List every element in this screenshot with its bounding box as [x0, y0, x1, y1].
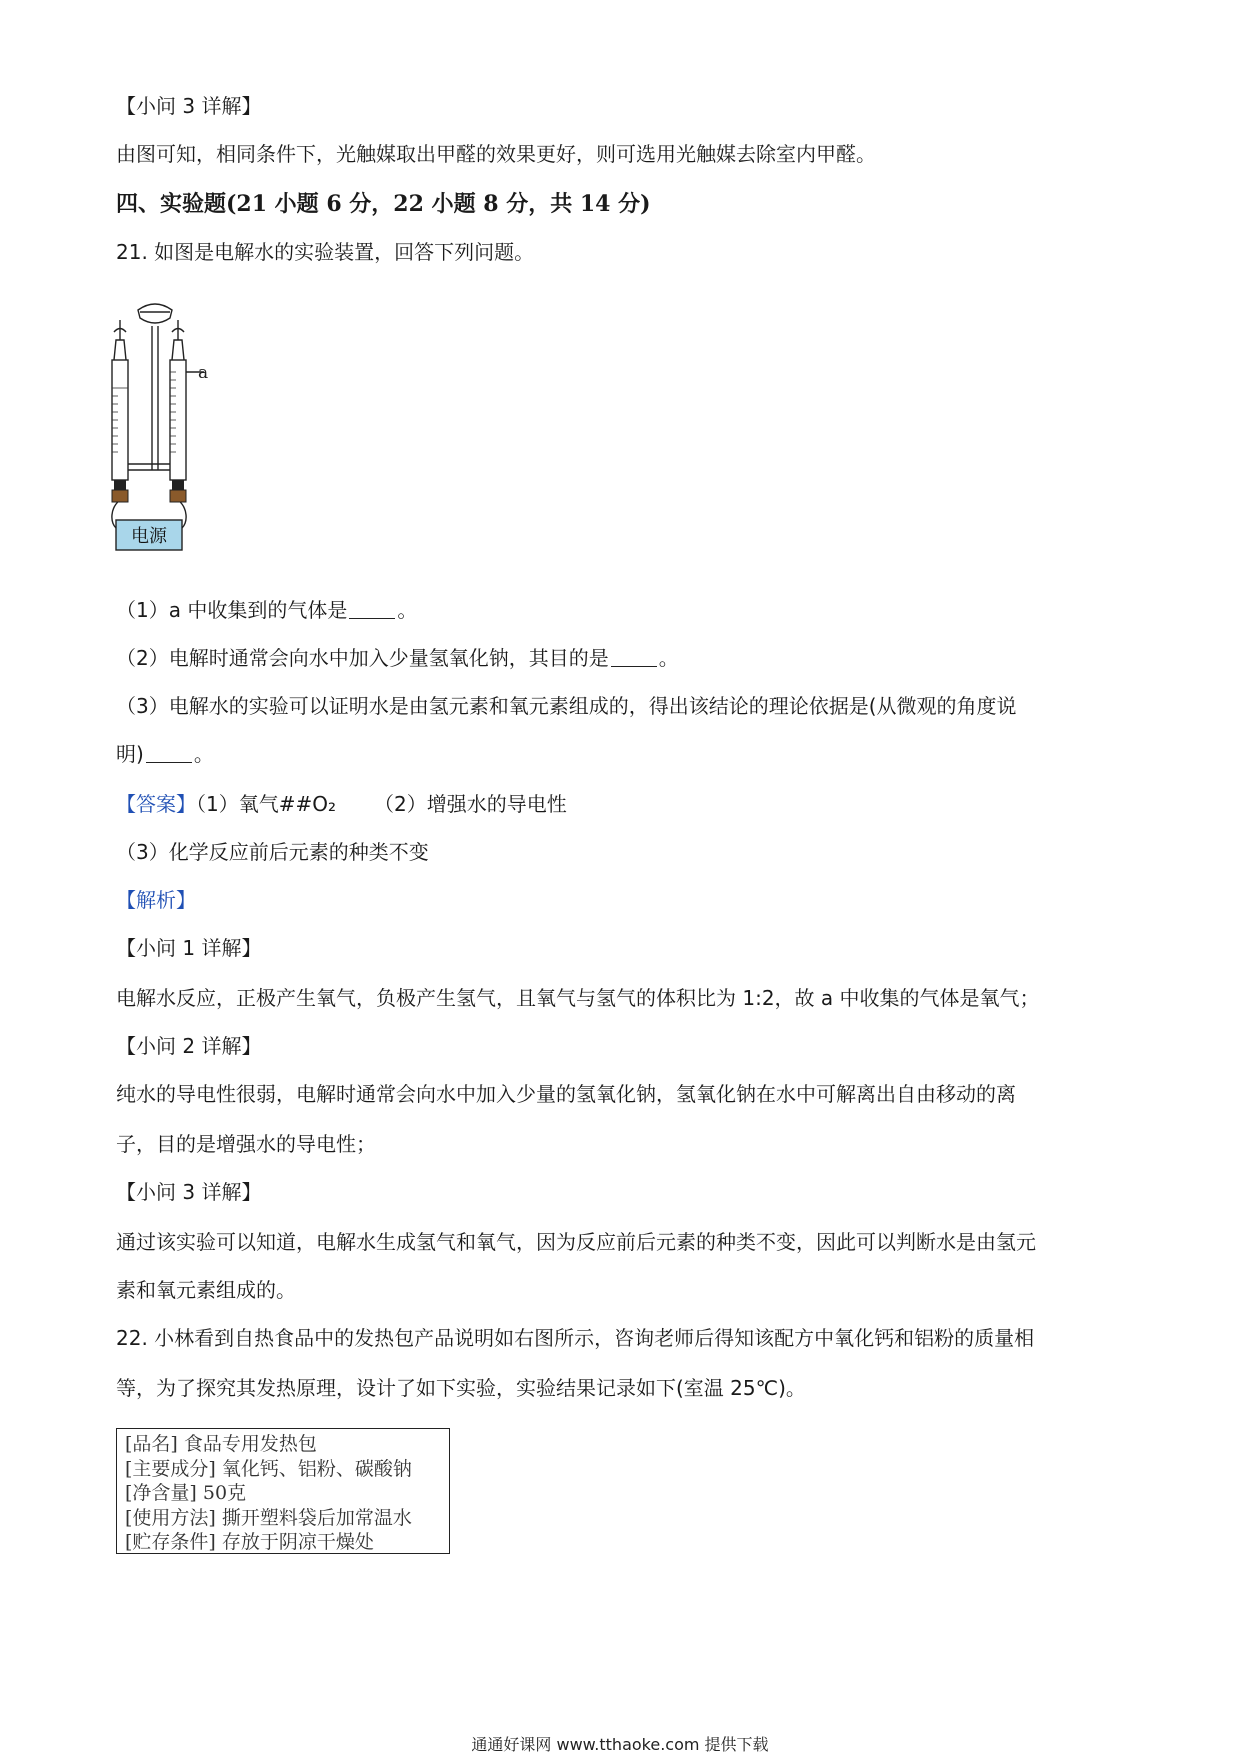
sub3-explanation: 由图可知，相同条件下，光触媒取出甲醛的效果更好，则可选用光触媒去除室内甲醛。 — [116, 142, 876, 166]
answer-line: 【答案】（1）氧气##O₂ （2）增强水的导电性 — [116, 792, 567, 816]
answer-blank[interactable] — [611, 646, 657, 667]
section-title: 四、实验题(21 小题 6 分，22 小题 8 分，共 14 分) — [116, 191, 651, 217]
q22-stem-2: 等，为了探究其发热原理，设计了如下实验，实验结果记录如下(室温 25℃)。 — [116, 1376, 806, 1400]
product-label-line: [主要成分] 氧化钙、铝粉、碳酸钠 — [125, 1457, 412, 1480]
sub3-heading-b: 【小问 3 详解】 — [116, 1180, 262, 1204]
sub2-heading: 【小问 2 详解】 — [116, 1034, 262, 1058]
answer-line-3: （3）化学反应前后元素的种类不变 — [116, 840, 429, 864]
page-footer: 通通好课网 www.tthaoke.com 提供下载 — [471, 1735, 769, 1754]
sub1-explanation: 电解水反应，正极产生氧气，负极产生氢气，且氧气与氢气的体积比为 1:2，故 a 中收集的气体是氧气； — [116, 986, 1040, 1010]
sub3-heading: 【小问 3 详解】 — [116, 94, 262, 118]
product-label-line: [使用方法] 撕开塑料袋后加常温水 — [125, 1506, 412, 1529]
q21-part3-line2: 明) 。 — [116, 742, 214, 766]
q21-stem: 21. 如图是电解水的实验装置，回答下列问题。 — [116, 240, 535, 264]
sub2-explanation-1: 纯水的导电性很弱，电解时通常会向水中加入少量的氢氧化钠，氢氧化钠在水中可解离出自由移动的离 — [116, 1082, 1016, 1106]
product-label-line: [净含量] 50克 — [125, 1482, 247, 1504]
power-label: 电源 — [131, 526, 167, 547]
label-a: a — [198, 363, 209, 383]
answer-blank[interactable] — [146, 742, 192, 763]
product-label-box — [116, 1428, 450, 1554]
product-label-line: [品名] 食品专用发热包 — [125, 1433, 317, 1455]
product-label-line: [贮存条件] 存放于阴凉干燥处 — [125, 1531, 374, 1553]
answer-blank[interactable] — [349, 598, 395, 619]
sub3-explanation-b2: 素和氧元素组成的。 — [116, 1278, 296, 1302]
electrolysis-apparatus-diagram — [108, 298, 258, 570]
q21-part1: （1）a 中收集到的气体是 。 — [116, 598, 418, 622]
analysis-tag: 【解析】 — [116, 888, 196, 912]
answer-tag: 【答案】 — [116, 792, 196, 816]
q21-part3-line1: （3）电解水的实验可以证明水是由氢元素和氧元素组成的，得出该结论的理论依据是(从微观的角度说 — [116, 694, 1017, 718]
sub3-explanation-b1: 通过该实验可以知道，电解水生成氢气和氧气，因为反应前后元素的种类不变，因此可以判断水是由氢元 — [116, 1230, 1036, 1254]
sub1-heading: 【小问 1 详解】 — [116, 936, 262, 960]
q22-stem-1: 22. 小林看到自热食品中的发热包产品说明如右图所示，咨询老师后得知该配方中氧化钙和铝粉的质量相 — [116, 1326, 1035, 1350]
q21-part2: （2）电解时通常会向水中加入少量氢氧化钠，其目的是 。 — [116, 646, 679, 670]
sub2-explanation-2: 子，目的是增强水的导电性； — [116, 1132, 376, 1156]
